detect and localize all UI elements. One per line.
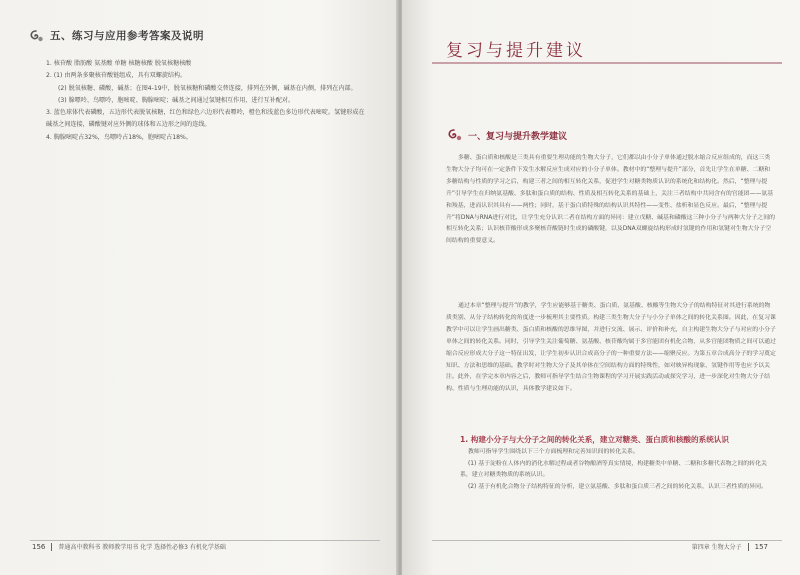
- swirl-icon: [28, 29, 44, 43]
- page-number: 157: [754, 542, 768, 551]
- chapter-label: 第四章 生物大分子: [691, 544, 742, 551]
- left-page: [0, 0, 398, 575]
- footer-separator: [748, 543, 749, 551]
- answer-item: 2. (1) 由两条多聚核苷酸链组成，具有双螺旋结构。: [46, 72, 187, 80]
- swirl-icon: [446, 128, 464, 142]
- footer-separator: [51, 543, 52, 551]
- right-footer: [692, 542, 768, 551]
- list-item: 教师可指导学生围绕以下三个方面梳理和完善知识间的转化关系。: [468, 449, 639, 455]
- page-number: 156: [32, 542, 46, 551]
- title-divider: [432, 62, 782, 64]
- answer-item: 3. 蓝色球体代表磷酸，五边形代表脱氧核糖，红色和绿色六边形代表嘌呤，橙色和浅蓝色多边形代表嘧啶。氢键形成在碱基之间连接，磷酸键对应外侧的球体和五边形之间的连线。: [46, 109, 365, 129]
- numbered-points: [460, 447, 776, 493]
- footer-divider: [432, 540, 782, 541]
- subheading: 1. 构建小分子与大分子之间的转化关系，建立对糖类、蛋白质和核酸的系统认识: [460, 435, 729, 444]
- section-title: 五、练习与应用参考答案及说明: [50, 30, 204, 42]
- footer-divider: [30, 540, 380, 541]
- section-heading: [28, 28, 204, 43]
- subsection-heading: [446, 128, 567, 142]
- answer-item: 4. 胸腺嘧啶占32%，鸟嘌呤占18%，胞嘧啶占18%。: [46, 133, 192, 141]
- book-title: 普通高中教科书 教师教学用书 化学 选择性必修3 有机化学基础: [58, 544, 226, 551]
- answer-item: (3) 腺嘌呤、鸟嘌呤，胞嘧啶、胸腺嘧啶；碱基之间通过氢键相互作用，进行互补配对。: [58, 96, 295, 104]
- right-page: [402, 0, 800, 575]
- list-item: (1) 基于淀粉在人体内的消化水解过程或者谷物酿酒等真实情境，构建糖类中单糖、二糖和多糖代表物之间的转化关系，建立对糖类物质的系统认识。: [460, 460, 767, 479]
- page-title: 复习与提升建议: [446, 41, 586, 61]
- left-footer: [32, 542, 226, 551]
- body-paragraph: 通过本章“整理与提升”的教学，学生应能够基于糖类、蛋白质、氨基酸、核酸等生物大分子的结构特征对其进行系统的物质类别、从分子结构转化的角度进一步梳理其主要性质。构建三类生物大分子与小分子单体之间的转化关系图。因此，在复习课教学中可以让学生画出糖类、蛋白质和核酸的思维导图，并进行交流、展示、评价和补充，自主构建生物大分子与对应的小分子单体之间的转化关系。同时，引导学生关注葡萄糖、氨基酸、核苷酸均属于多官能团有机化合物，从多官能团物质之间可以通过缩合反应形成大分子这一特征出发，让学生初步认识合成高分子的一种重要方法——缩聚反应。为第五章合成高分子的学习奠定知识、方法和思维的基础。教学时对生物大分子及其单体在空间结构方面的特殊性，如对映异构现象、氢键作用等也应予以关注。此外，在学完本章内容之后，教师可指导学生结合生物课程的学习开展实践活动或探究学习，进一步深化对生物大分子结构、性质与生理功能的认识，具体教学建议如下。: [446, 303, 776, 393]
- answer-list: [46, 58, 366, 144]
- answer-item: 1. 核苷酸 脂肪酸 氨基酸 单糖 核糖核酸 脱氧核糖核酸: [46, 60, 192, 67]
- subsection-title: 一、复习与提升教学建议: [468, 131, 568, 142]
- list-item: (2) 基于有机化合物分子结构特征的分析，建立氨基酸、多肽和蛋白质三者之间的转化关系，认识三者性质的异同。: [468, 483, 767, 490]
- answer-item: (2) 脱氧核糖、磷酸，碱基；在图4-19中，脱氧核糖和磷酸交替连接，排列在外侧，碱基在内侧，排列在内部。: [58, 84, 357, 92]
- body-paragraph: 多糖、蛋白质和核酸是三类具有重要生理功能的生物大分子，它们都以由小分子单体通过脱水缩合反应组成的，而这三类生物大分子均可在一定条件下发生水解反应生成对应的小分子单体。教材中的“整理与提升”部分，首先让学生在单糖、二糖和多糖结构与性质的学习之后，构建三者之间的相互转化关系，促进学生对糖类物质认识的系统化和结构化。然后，“整理与提升”引导学生在归纳氨基酸、多肽和蛋白质的结构、性质及相互转化关系的基础上，关注三者结构中共同含有的官能团——氨基和羧基，进而认识其具有——两性；同时，基于蛋白质特殊的结构认识其特性——变性、盐析和显色反应。最后，“整理与提升”将DNA与RNA进行对比，让学生充分认识二者在结构方面的异同：建立戊糖、碱基和磷酸这三种小分子与两种大分子之间的相互转化关系；认识核苷酸形成多聚核苷酸链时生成的磷酸键，以及DNA双螺旋结构形成时氢键的作用和氢键对生物大分子空间结构的重要意义。: [446, 155, 775, 245]
